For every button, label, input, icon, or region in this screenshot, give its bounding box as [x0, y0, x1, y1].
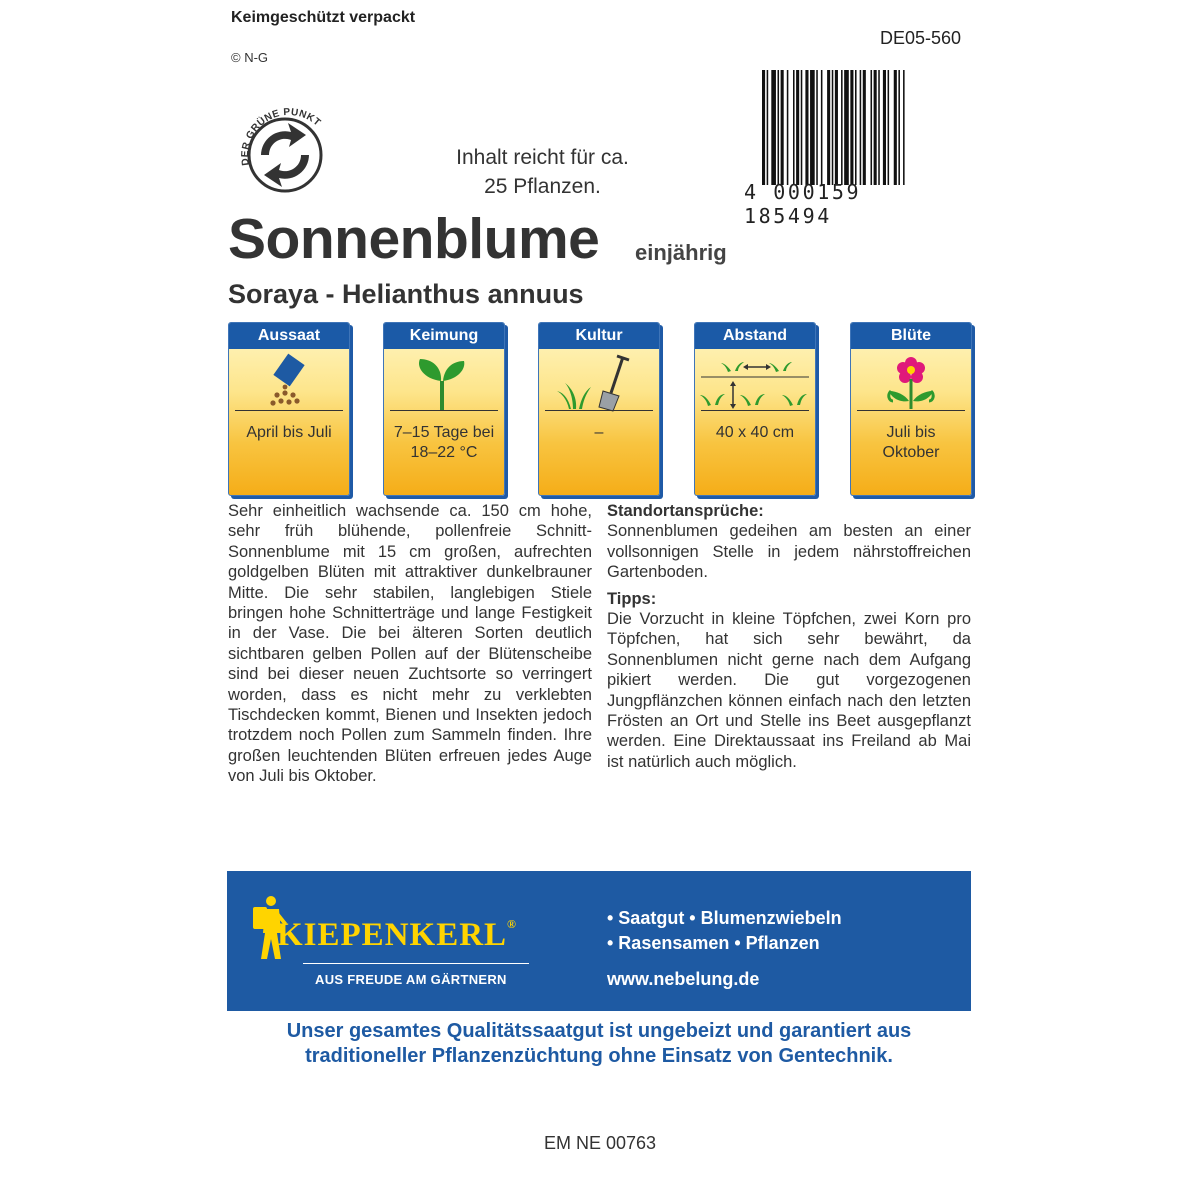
website-link[interactable]: www.nebelung.de [607, 969, 760, 989]
tips-text: Die Vorzucht in kleine Töpfchen, zwei Korn pro Töpfchen, hat sich sehr bewährt, da Sonnenblumen nicht gerne nach dem Aufgang pikiert werden. Die gut vorgezogenen Jungpflänzchen können einfach nach den letzten Frösten an Ort und Stelle ins Beet ausgepflanzt werden. Eine Direktaussaat ins Freiland ab Mai ist natürlich auch möglich. [607, 610, 971, 771]
content-note-line2: 25 Pflanzen. [484, 175, 601, 198]
green-dot-icon [231, 95, 339, 203]
card-value-line1: 7–15 Tage bei [393, 424, 495, 441]
brand-banner [227, 871, 971, 1011]
brand-slogan: AUS FREUDE AM GÄRTNERN [315, 972, 507, 987]
spade-icon [539, 351, 659, 413]
footer-code: EM NE 00763 [543, 1133, 657, 1153]
card-value [229, 423, 349, 443]
card-bluete [850, 322, 972, 496]
barcode-digits: 4 000159 185494 [744, 180, 862, 228]
location-heading: Standortansprüche: [607, 502, 764, 520]
brand-logo [277, 917, 517, 954]
card-value [539, 423, 659, 443]
tips-heading: Tipps: [607, 589, 657, 608]
quality-statement [227, 1019, 971, 1069]
card-abstand [694, 322, 816, 496]
card-value [695, 423, 815, 443]
card-aussaat [228, 322, 350, 496]
card-title: Aussaat [229, 323, 349, 349]
card-divider [701, 410, 809, 411]
card-divider [390, 410, 498, 411]
content-note [400, 143, 685, 201]
category-line1: • Saatgut • Blumenzwiebeln [607, 908, 842, 928]
seedling-icon [384, 351, 504, 413]
brand-divider [303, 963, 529, 964]
card-kultur [538, 322, 660, 496]
card-divider [857, 410, 965, 411]
copyright: © N-G [231, 50, 269, 65]
article-code: DE05-560 [880, 28, 962, 48]
product-variety: Soraya - Helianthus annuus [228, 279, 584, 309]
barcode-icon [762, 70, 955, 185]
quality-line2: traditioneller Pflanzenzüchtung ohne Einsatz von Gentechnik. [305, 1045, 893, 1067]
info-column [607, 501, 971, 772]
card-title: Abstand [695, 323, 815, 349]
card-value-line2: Oktober [882, 444, 940, 461]
card-value-line1: Juli bis [886, 424, 936, 441]
card-value [384, 423, 504, 463]
card-value-line1: – [594, 424, 604, 441]
card-title: Blüte [851, 323, 971, 349]
card-value-line1: April bis Juli [246, 424, 332, 441]
card-value-line2: 18–22 °C [410, 444, 478, 461]
card-title: Kultur [539, 323, 659, 349]
product-categories [607, 906, 842, 956]
svg-text:DER GRÜNE PUNKT: DER GRÜNE PUNKT [239, 106, 323, 167]
quality-line1: Unser gesamtes Qualitätssaatgut ist ungebeizt und garantiert aus [286, 1020, 912, 1042]
card-keimung [383, 322, 505, 496]
content-note-line1: Inhalt reicht für ca. [456, 146, 629, 169]
card-value [851, 423, 971, 463]
registered-mark: ® [507, 917, 518, 931]
packaging-note: Keimgeschützt verpackt [231, 9, 416, 26]
product-lifecycle: einjährig [635, 240, 727, 265]
card-divider [235, 410, 343, 411]
card-title: Keimung [384, 323, 504, 349]
brand-name: KIEPENKERL [277, 917, 508, 953]
flower-icon [851, 351, 971, 413]
location-text: Sonnenblumen gedeihen am besten an einer vollsonnigen Stelle in jedem nährstoffreichen Gartenboden. [607, 522, 971, 582]
card-divider [545, 410, 653, 411]
product-name: Sonnenblume [228, 207, 600, 271]
card-value-line1: 40 x 40 cm [715, 424, 795, 441]
sowing-icon [229, 351, 349, 413]
category-line2: • Rasensamen • Pflanzen [607, 933, 820, 953]
spacing-icon [695, 351, 815, 413]
description: Sehr einheitlich wachsende ca. 150 cm hohe, sehr früh blühende, pollenfreie Schnitt-Sonnenblume mit 15 cm großen, aufrechten goldgelben Blüten mit attraktiver dunkelbrauner Mitte. Die sehr stabilen, langlebigen Stiele bringen hohe Schnitterträge und lange Festigkeit in der Vase. Die bei älteren Sorten deutlich sichtbaren gelben Pollen auf der Blütenscheibe sind bei dieser neuen Zuchtsorte so verringert worden, dass es nicht mehr zu verklebten Tischdecken kommt, Bienen und Insekten jedoch trotzdem noch Pollen zum Sammeln finden. Ihre großen leuchtenden Blüten erfreuen jedes Auge von Juli bis Oktober. [228, 502, 592, 786]
